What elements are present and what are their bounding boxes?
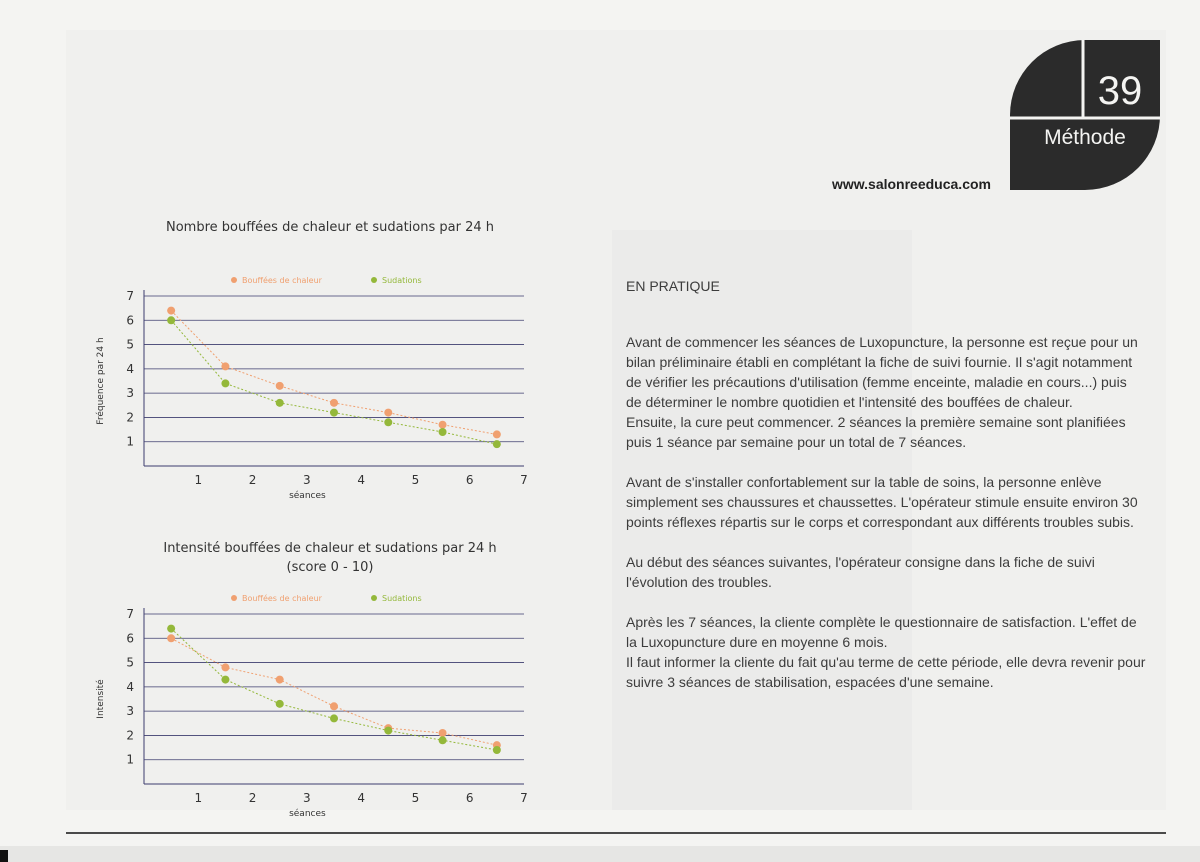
- series-line-1: [171, 629, 497, 750]
- data-point-1: [493, 746, 501, 754]
- chart-2-subtitle: (score 0 - 10): [286, 560, 374, 575]
- legend-marker-1: [371, 277, 377, 283]
- data-point-0: [221, 663, 229, 671]
- data-point-1: [167, 316, 175, 324]
- bottom-rule: [66, 832, 1166, 834]
- y-tick-label: 5: [126, 337, 134, 352]
- y-tick-label: 3: [126, 704, 134, 719]
- paragraph-2: Avant de s'installer confortablement sur la table de soins, la personne enlève simplement ses chaussures et chaussettes. L'opérateur stimule ensuite environ 30 points réflexes répartis sur le corps et correspondant aux différents troubles subis.: [626, 474, 1138, 530]
- x-axis-label: séances: [289, 809, 326, 819]
- chart-0-legend: [231, 275, 422, 285]
- chart-intensity: [66, 584, 626, 834]
- data-point-0: [493, 430, 501, 438]
- data-point-0: [330, 399, 338, 407]
- legend-marker-1: [371, 595, 377, 601]
- legend-label-1: Sudations: [382, 594, 422, 603]
- data-point-0: [276, 382, 284, 390]
- chapter-label: Méthode: [1044, 126, 1126, 149]
- bottom-edge: [0, 846, 1200, 862]
- data-point-1: [330, 714, 338, 722]
- chart-1-legend: [231, 593, 422, 603]
- x-tick-label: 3: [303, 791, 311, 805]
- x-tick-label: 3: [303, 473, 311, 487]
- x-tick-label: 7: [520, 473, 528, 487]
- y-tick-label: 2: [126, 728, 134, 743]
- y-tick-label: 4: [126, 361, 134, 376]
- y-tick-label: 7: [126, 289, 134, 303]
- data-point-1: [384, 727, 392, 735]
- chart-1-title: Nombre bouffées de chaleur et sudations par 24 h: [165, 220, 495, 235]
- legend-label-0: Bouffées de chaleur: [242, 276, 322, 285]
- y-tick-label: 4: [126, 679, 134, 694]
- x-tick-label: 4: [357, 791, 365, 805]
- paragraph-1: Avant de commencer les séances de Luxopuncture, la personne est reçue pour un bilan préliminaire établi en complétant la fiche de suivi fournie. Il s'agit notamment de vérifier les précautions d'utilisation (femme enceinte, maladie en cours...) puis de déterminer le nombre quotidien et l'intensité des bouffées de chaleur. Ensuite, la cure peut commencer. 2 séances la première semaine sont planifiées puis 1 séance par semaine pour un total de 7 séances.: [626, 334, 1138, 450]
- x-tick-label: 4: [357, 473, 365, 487]
- y-tick-label: 2: [126, 410, 134, 425]
- legend-marker-0: [231, 595, 237, 601]
- x-tick-label: 7: [520, 791, 528, 805]
- chart-2-title: Intensité bouffées de chaleur et sudations par 24 h: [163, 541, 497, 556]
- y-tick-label: 3: [126, 386, 134, 401]
- data-point-0: [167, 307, 175, 315]
- y-axis-label: Fréquence par 24 h: [96, 337, 106, 425]
- y-tick-label: 1: [126, 434, 134, 449]
- x-tick-label: 6: [465, 473, 474, 487]
- y-tick-label: 6: [126, 631, 134, 646]
- data-point-1: [493, 440, 501, 448]
- paragraph-3: Au début des séances suivantes, l'opérateur consigne dans la fiche de suivi l'évolution des troubles.: [626, 554, 1095, 590]
- data-point-1: [221, 379, 229, 387]
- x-tick-label: 1: [194, 791, 203, 805]
- site-url: www.salonreeduca.com: [832, 176, 991, 192]
- data-point-1: [276, 399, 284, 407]
- x-tick-label: 2: [248, 473, 257, 487]
- y-tick-label: 7: [126, 607, 134, 621]
- data-point-1: [330, 409, 338, 417]
- y-tick-label: 5: [126, 655, 134, 670]
- data-point-1: [384, 418, 392, 426]
- x-tick-label: 5: [411, 791, 420, 805]
- corner-mark: [0, 850, 8, 862]
- data-point-0: [439, 421, 447, 429]
- data-point-0: [439, 729, 447, 737]
- data-point-1: [439, 428, 447, 436]
- legend-label-0: Bouffées de chaleur: [242, 594, 322, 603]
- article-text: [626, 276, 1146, 712]
- x-tick-label: 2: [248, 791, 257, 805]
- x-axis-label: séances: [289, 491, 326, 501]
- data-point-1: [221, 676, 229, 684]
- section-title: EN PRATIQUE: [626, 278, 720, 294]
- data-point-0: [221, 362, 229, 370]
- data-point-1: [167, 625, 175, 633]
- chart-frequency: [66, 266, 626, 516]
- legend-marker-0: [231, 277, 237, 283]
- y-axis-label: Intensité: [96, 679, 106, 719]
- data-point-1: [276, 700, 284, 708]
- chapter-number: 39: [1097, 69, 1143, 113]
- data-point-0: [384, 409, 392, 417]
- x-tick-label: 5: [411, 473, 420, 487]
- y-tick-label: 1: [126, 752, 134, 767]
- data-point-0: [330, 702, 338, 710]
- x-tick-label: 6: [465, 791, 474, 805]
- paragraph-4: Après les 7 séances, la cliente complète le questionnaire de satisfaction. L'effet de la Luxopuncture dure en moyenne 6 mois. Il faut informer la cliente du fait qu'au terme de cette période, elle devra revenir pour suivre 3 séances de stabilisation, espacées d'une semaine.: [626, 614, 1146, 690]
- chapter-badge: [1010, 40, 1160, 190]
- data-point-0: [276, 676, 284, 684]
- legend-label-1: Sudations: [382, 276, 422, 285]
- y-tick-label: 6: [126, 313, 134, 328]
- data-point-0: [167, 634, 175, 642]
- data-point-1: [439, 736, 447, 744]
- series-line-0: [171, 638, 497, 745]
- x-tick-label: 1: [194, 473, 203, 487]
